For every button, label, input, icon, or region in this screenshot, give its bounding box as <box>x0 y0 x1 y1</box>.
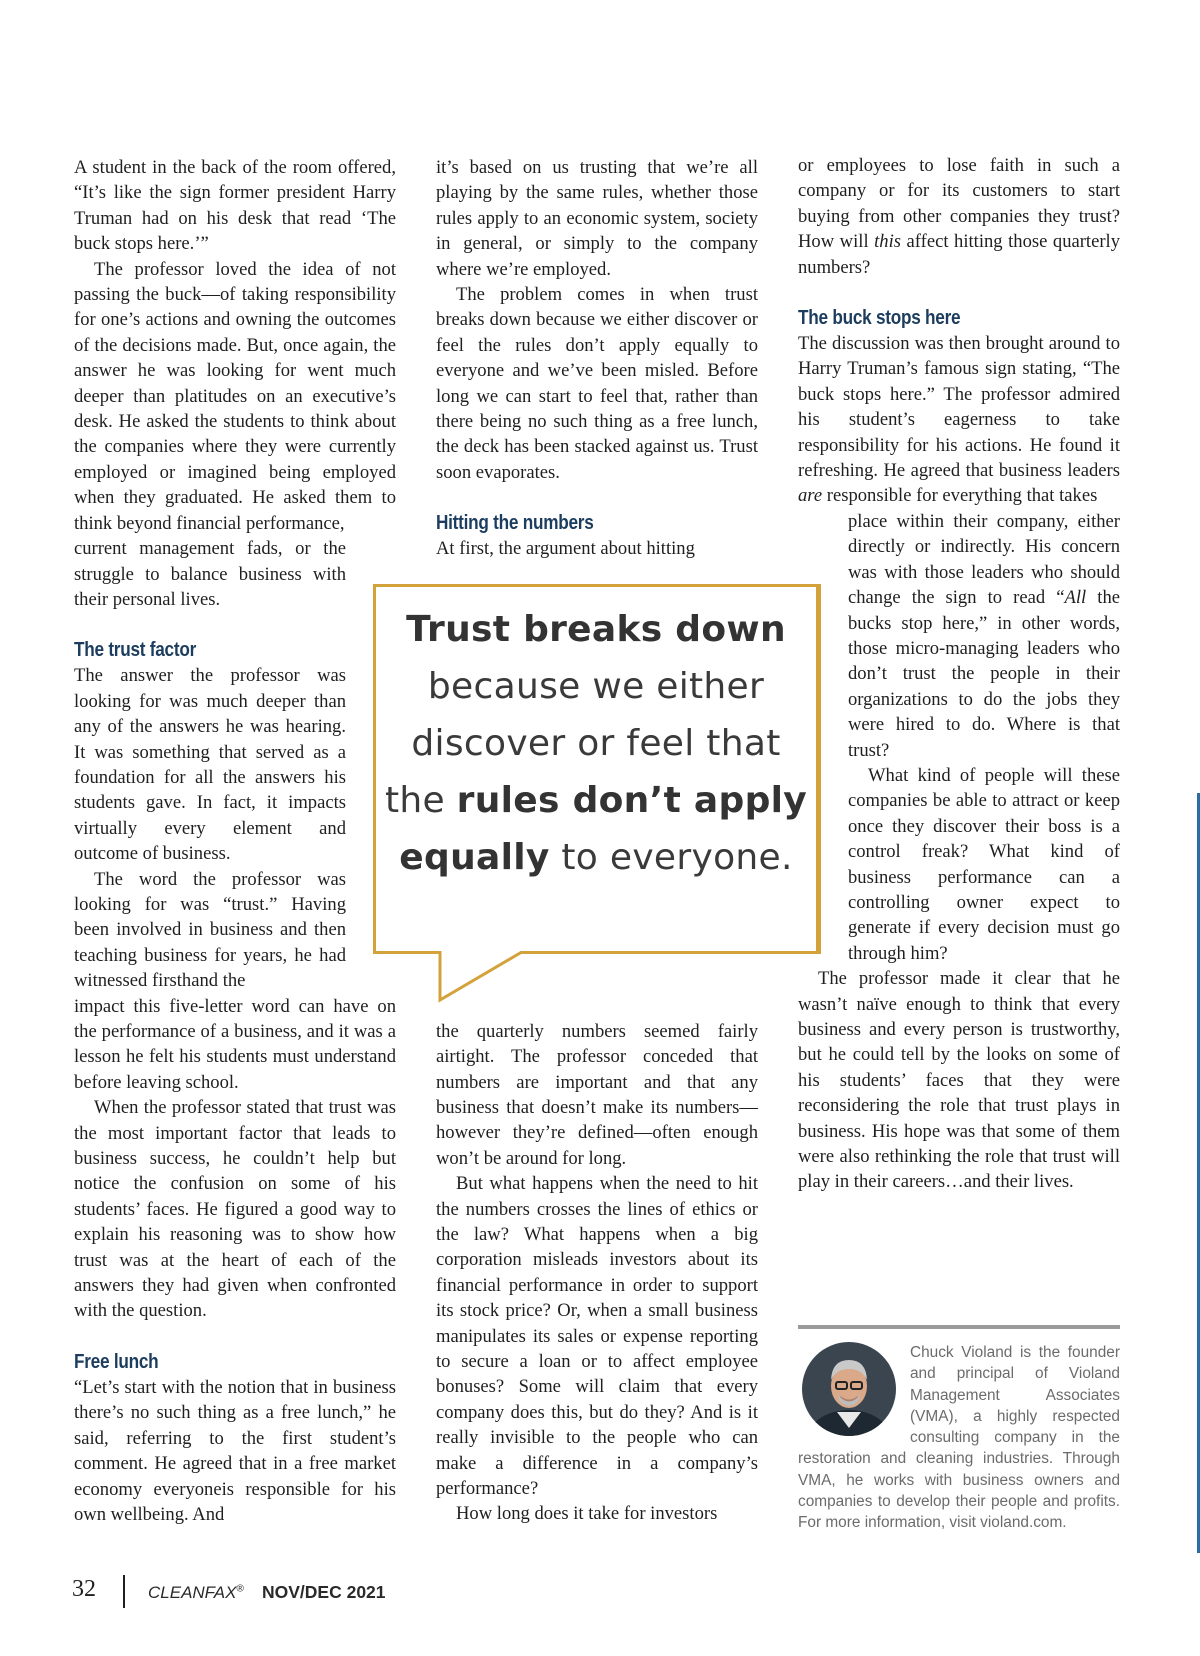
pull-quote-bold-2: rules don’t apply equally <box>399 780 808 878</box>
pull-quote-bold-1: Trust breaks down <box>406 609 786 650</box>
column-1 <box>74 155 396 1527</box>
col3-indented-block <box>798 509 1120 966</box>
subhead-buck-stops-here: The buck stops here <box>798 307 961 330</box>
author-bio <box>798 1342 1120 1534</box>
col1-paragraph-1: A student in the back of the room offered, “It’s like the sign former president Harry Truman had on his desk that read ‘The buck stops here.’” <box>74 157 396 255</box>
column-3 <box>798 153 1120 1195</box>
col2-paragraph-5: How long does it take for investors <box>456 1503 718 1525</box>
col2-paragraph-3b: the quarterly numbers seemed fairly airtight. The professor conceded that numbers are important and that any business that doesn’t make its numbers—however they’re defined—often enough won’t be around for long. <box>436 1020 758 1169</box>
col1-paragraph-4: The word the professor was looking for was “trust.” Having been involved in business and then teaching business for years, he had witnessed firsthand the <box>74 868 346 992</box>
col3-paragraph-4: The professor made it clear that he wasn’t naïve enough to think that every business and every person is trustworthy, but he could tell by the looks on some of his students’ faces that they were reconsidering the role that trust plays in business. His hope was that some of them were also rethinking the role that trust will play in their careers…and their lives. <box>798 968 1120 1193</box>
footer-divider <box>123 1575 125 1608</box>
subhead-trust-factor: The trust factor <box>74 639 197 662</box>
col2-paragraph-3a: At first, the argument about hitting <box>436 538 695 560</box>
bio-divider <box>798 1325 1120 1329</box>
pull-quote-text-2: to everyone. <box>549 837 793 878</box>
col1-paragraph-5: When the professor stated that trust was the most important factor that leads to business success, he couldn’t help but notice the confusion on some of his students’ faces. He figured a good way to explain his reasoning was to show how trust was at the heart of each of the answers they had given when confronted with the question. <box>74 1097 396 1322</box>
author-photo <box>802 1342 896 1436</box>
page-number: 32 <box>72 1576 96 1602</box>
pull-quote-text-1: because we either discover or feel that the <box>384 666 781 821</box>
magazine-name: CLEANFAX® <box>148 1583 244 1602</box>
col1-paragraph-2-wrap: current management fads, or the struggle to balance business with their personal lives. <box>74 538 346 610</box>
col3-paragraph-2: The discussion was then brought around to Harry Truman’s famous sign stating, “The buck stops here.” The professor admired his student’s eagerness to take responsibility for his actions. He found it refreshing. He agreed that business leaders are responsible for everything that takes <box>798 333 1120 507</box>
subhead-hitting-numbers: Hitting the numbers <box>436 512 594 535</box>
col2-paragraph-1: it’s based on us trusting that we’re all playing by the same rules, whether those rules apply to an economic system, society in general, or simply to the company where we’re employed. <box>436 157 758 280</box>
subhead-free-lunch: Free lunch <box>74 1350 159 1373</box>
col1-paragraph-4-cont: impact this five-letter word can have on the performance of a business, and it was a lesson he felt his students must understand before leaving school. <box>74 995 396 1093</box>
issue-date: NOV/DEC 2021 <box>262 1582 386 1602</box>
col3-paragraph-3: What kind of people will these companies be able to attract or keep once they discover their boss is a control freak? What kind of business performance can a controlling owner expect to generate if every decision must go through him? <box>848 764 1120 964</box>
pull-quote-border <box>373 584 823 1004</box>
col1-paragraph-2: The professor loved the idea of not passing the buck—of taking responsibility for one’s actions and owning the outcomes of the decisions made. But, once again, the answer he was looking for went much deeper than platitudes on an executive’s desk. He asked the students to think about the companies where they were currently employed or imagined being employed when they graduated. He asked them to think beyond financial performance, <box>74 258 396 534</box>
col2-paragraph-4: But what happens when the need to hit the numbers crosses the lines of ethics or the law? What happens when a big corporation misleads investors about its financial performance in order to support its stock price? Or, when a small business manipulates its sales or expense reporting to secure a loan or to affect employee bonuses? Some will claim that every company does this, but do they? And is it really invisible to the people who can make a difference in a company’s performance? <box>436 1173 758 1499</box>
registered-mark: ® <box>236 1583 244 1595</box>
col1-paragraph-3: The answer the professor was looking for was much deeper than any of the answers he was hearing. It was something that served as a foundation for all the answers his students gave. In fact, it impacts virtually every element and outcome of business. <box>74 665 346 865</box>
col1-paragraph-6: “Let’s start with the notion that in business there’s no such thing as a free lunch,” he said, referring to the first student’s comment. He agreed that in a free market economy everyoneis responsible for his own wellbeing. And <box>74 1376 396 1525</box>
col2-paragraph-2: The problem comes in when trust breaks down because we either discover or feel the rules don’t apply equally to everyone and we’ve been misled. Before long we can start to feel that, rather than there being no such thing as a free lunch, the deck has been stacked against us. Trust soon evaporates. <box>436 284 758 483</box>
col3-paragraph-1: or employees to lose faith in such a company or for its customers to start buying from other companies they trust? How will this affect hitting those quarterly numbers? <box>798 155 1121 278</box>
author-bio-text: Chuck Violand is the founder and principal of Violand Management Associates (VMA), a highly respected consulting company in the restoration and cleaning industries. Through VMA, he works with business owners and companies to develop their people and profits. For more information, visit violand.com. <box>798 1344 1120 1532</box>
col3-paragraph-2c: place within their company, either directly or indirectly. His concern was with those leaders who should change the sign to read “All the bucks stop here,” in other words, those micro-managing leaders who don’t trust the people in their organizations to do the jobs they were hired to do. Where is that trust? <box>848 510 1121 761</box>
